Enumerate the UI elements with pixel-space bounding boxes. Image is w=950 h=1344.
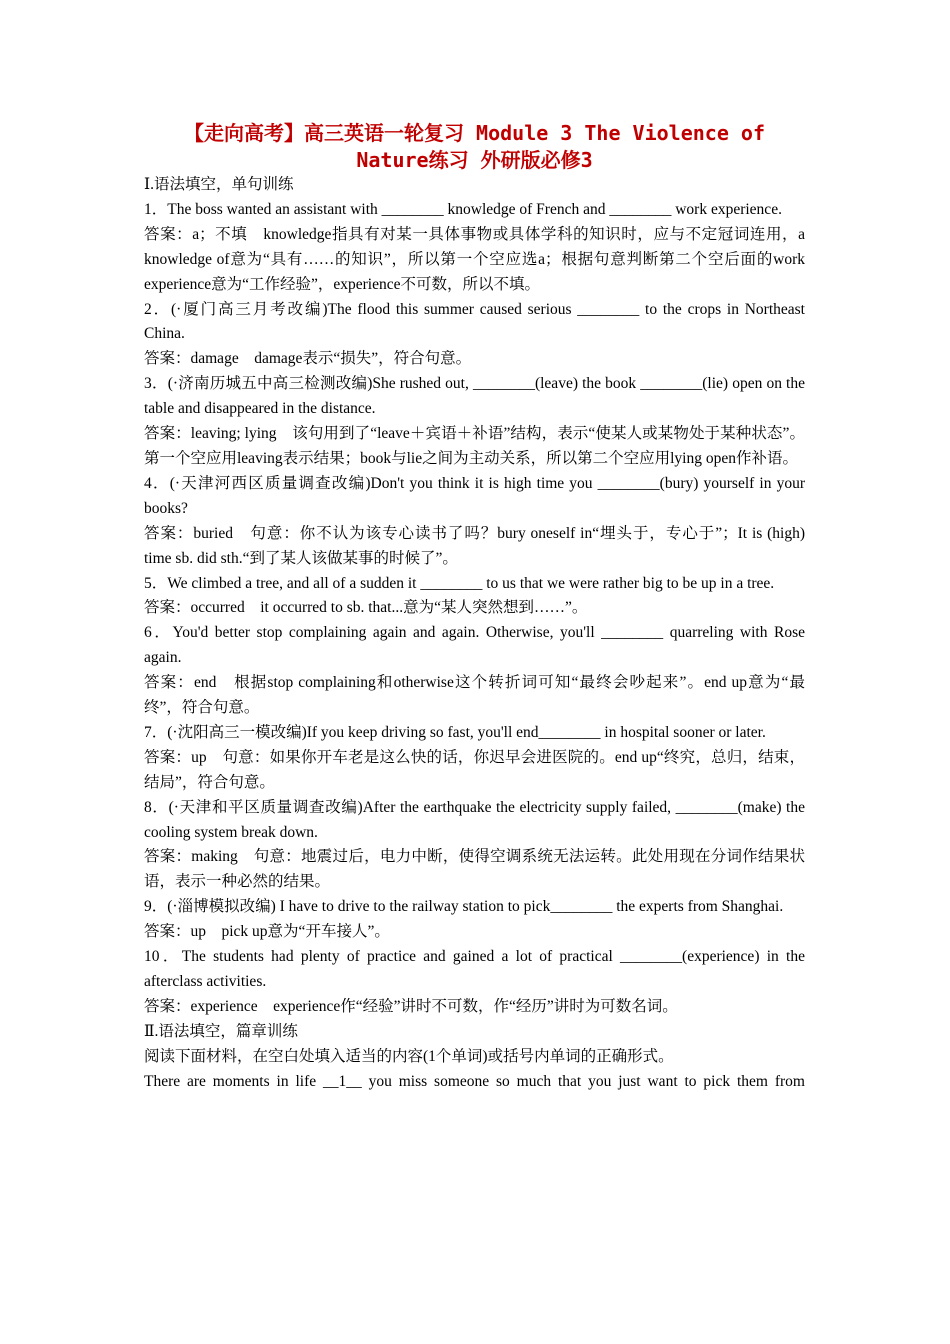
document-body	[144, 173, 805, 1095]
answer-text: 答案：experience experience作“经验”讲时不可数，作“经历”讲时为可数名词。	[144, 997, 678, 1015]
title-line-2: Nature练习 外研版必修3	[356, 148, 593, 172]
page-title	[144, 120, 805, 174]
answer-text: 答案：a；不填 knowledge指具有对某一具体事物或具体学科的知识时，应与不定冠词连用，a knowledge of意为“具有……的知识”，所以第一个空应选a；根据句意判断第二个空后面的work experience意为“工作经验”，experience不可数，所以不填。	[144, 225, 805, 293]
question-text: 6．You'd better stop complaining again and again. Otherwise, you'll ________ quarreling with Rose again.	[144, 624, 805, 667]
answer-text: 答案：buried 句意：你不认为该专心读书了吗？bury oneself in“埋头于，专心于”；It is (high) time sb. did sth.“到了某人该做某事的时候了”。	[144, 524, 805, 567]
passage-text: There are moments in life __1__ you miss someone so much that you just want to pick them from	[144, 1072, 805, 1090]
title-line-1: 【走向高考】高三英语一轮复习 Module 3 The Violence of	[183, 121, 766, 145]
answer-text: 答案：up 句意：如果你开车老是这么快的话，你迟早会进医院的。end up“终究，总归，结束，结局”，符合句意。	[144, 748, 805, 791]
answer-text: 答案：occurred it occurred to sb. that...意为“某人突然想到……”。	[144, 599, 588, 617]
question-text: 7．(·沈阳高三一模改编)If you keep driving so fast, you'll end________ in hospital sooner or later.	[144, 723, 766, 741]
question-text: 4．(·天津河西区质量调查改编)Don't you think it is high time you ________(bury) yourself in your books?	[144, 474, 805, 517]
section-heading: Ⅱ.语法填空，篇章训练	[144, 1022, 298, 1040]
answer-text: 答案：leaving; lying 该句用到了“leave＋宾语＋补语”结构，表示“使某人或某物处于某种状态”。第一个空应用leaving表示结果；book与lie之间为主动关系，所以第二个空应用lying open作补语。	[144, 425, 805, 467]
question-text: 3．(·济南历城五中高三检测改编)She rushed out, ________(leave) the book ________(lie) open on the table and disappeared in the distance.	[144, 375, 805, 418]
answer-text: 答案：end 根据stop complaining和otherwise这个转折词可知“最终会吵起来”。end up意为“最终”，符合句意。	[144, 674, 805, 717]
question-text: 8．(·天津和平区质量调查改编)After the earthquake the electricity supply failed, ________(make) the cooling system break down.	[144, 798, 805, 841]
question-text: 9．(·淄博模拟改编) I have to drive to the railway station to pick________ the experts from Shanghai.	[144, 898, 784, 916]
answer-text: 答案：up pick up意为“开车接人”。	[144, 923, 390, 941]
instruction-text: 阅读下面材料，在空白处填入适当的内容(1个单词)或括号内单词的正确形式。	[144, 1047, 674, 1065]
answer-text: 答案：damage damage表示“损失”，符合句意。	[144, 350, 472, 368]
question-text: 10．The students had plenty of practice and gained a lot of practical ________(experience) in the afterclass activities.	[144, 948, 805, 990]
answer-text: 答案：making 句意：地震过后，电力中断，使得空调系统无法运转。此处用现在分词作结果状语，表示一种必然的结果。	[144, 848, 805, 891]
section-heading: Ⅰ.语法填空，单句训练	[144, 176, 294, 193]
question-text: 5．We climbed a tree, and all of a sudden it ________ to us that we were rather big to be up in a tree.	[144, 574, 775, 592]
question-text: 1．The boss wanted an assistant with ________ knowledge of French and ________ work experience.	[144, 200, 782, 218]
question-text: 2．(·厦门高三月考改编)The flood this summer caused serious ________ to the crops in Northeast China.	[144, 300, 805, 343]
